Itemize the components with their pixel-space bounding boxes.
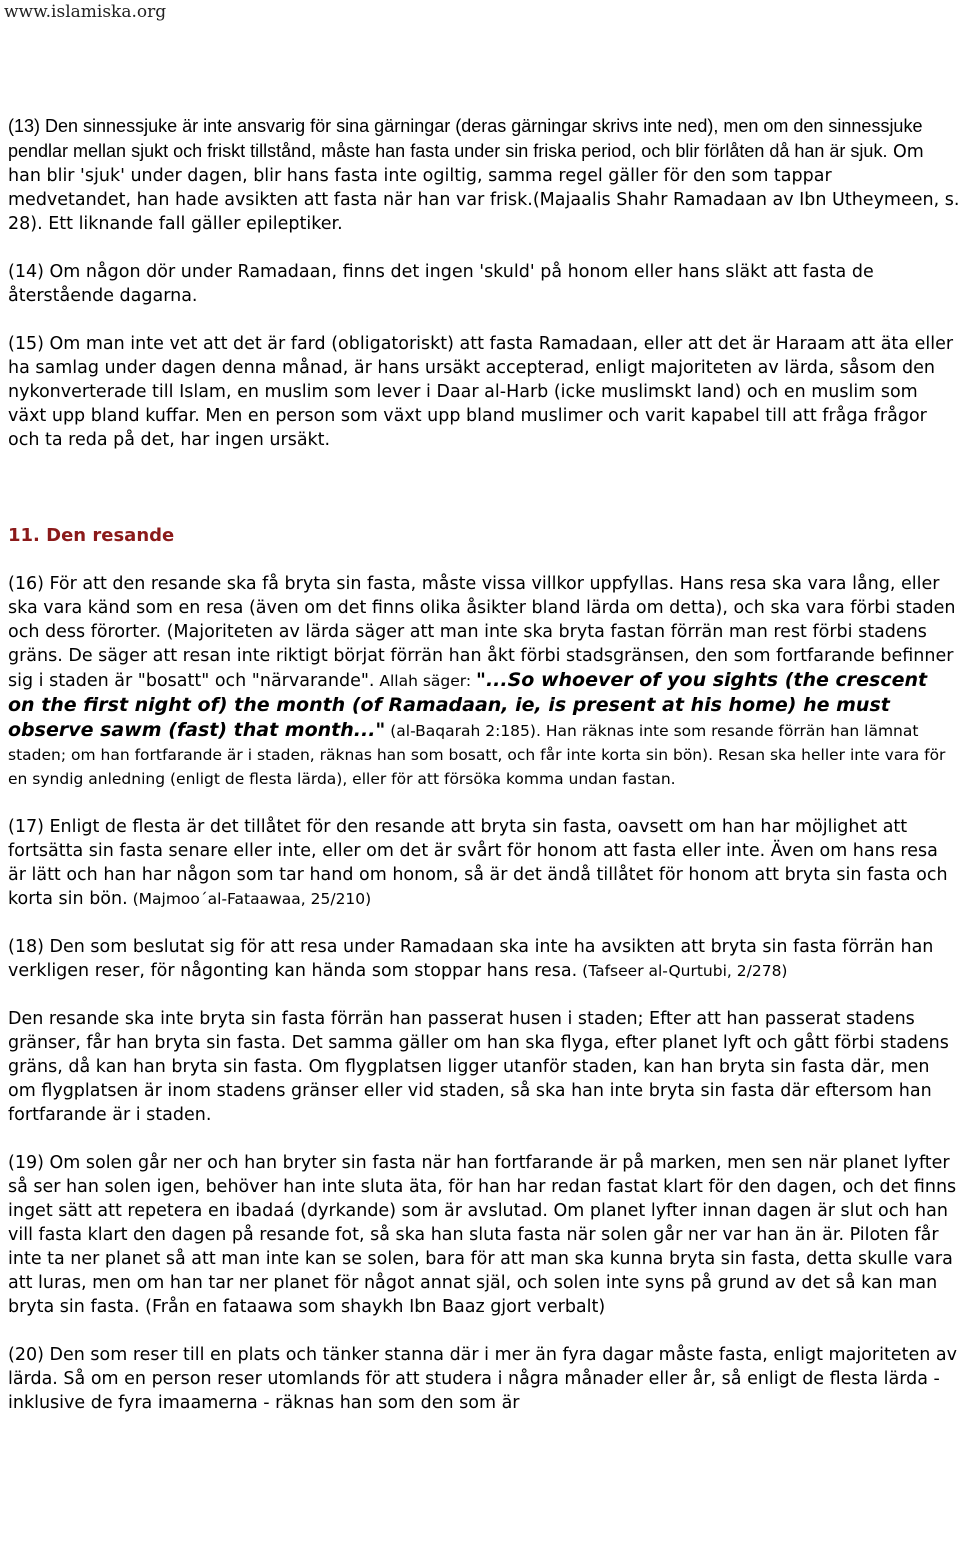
paragraph-16-part-h: Han räknas inte som resande förrän han lämnat staden; om han fortfarande är i staden, räknas han som bosatt, och får inte korta sin bön). Resan ska heller inte vara för en syndig anledning (enligt de flesta lärda), eller för att försöka komma undan fastan.	[8, 722, 946, 788]
quran-reference: (al-Baqarah 2:185).	[385, 722, 541, 740]
paragraph-18-continued: Den resande ska inte bryta sin fasta förrän han passerat husen i staden; Efter att han passerat stadens gränser, får han bryta sin fasta. Det samma gäller om han ska flyga, efter planet lyft och gått förbi stadens gräns, då kan han bryta sin fasta. Om flygplatsen ligger utanför staden, kan han bryta sin fasta där, men om flygplatsen är inom stadens gränser eller vid staden, så ska han inte bryta sin fasta där eftersom han fortfarande är i staden.	[8, 1009, 949, 1125]
paragraph-13	[8, 114, 960, 236]
paragraph-13-part-a: (13) Den sinnessjuke är inte ansvarig för sina gärningar (deras gärningar skrivs inte ned), men om den sinnessjuke pendlar mellan sjukt och friskt tillstånd, måste han fasta under sin friska period, och blir förlåten då han är sjuk.	[8, 116, 923, 161]
section-heading: 11. Den resande	[8, 525, 175, 546]
paragraph-15-part-a: (15) Om man inte vet att det är fard (obligatoriskt) att fasta Ramadaan, eller att det är Haraam att äta eller ha samlag under dagen denna månad, är hans ursäkt accepterad, enligt majoriteten av lärda, såsom den nykonverterade till Islam, en muslim som lever i Daar al-Harb (icke muslimskt land) och en muslim som växt upp bland kuffar.	[8, 334, 954, 426]
paragraph-17-part-a: (17) Enligt de flesta är det tillåtet för den resande att bryta sin fasta, oavsett om han har möjlighet att fortsätta sin fasta senare eller inte, eller om det är svårt för honom att fasta eller inte. Även om hans resa är lätt och han har någon som tar hand om honom, så är det ändå tillåtet för honom att bryta sin fasta och korta sin bön.	[8, 817, 948, 909]
allah-says-label: Allah säger:	[374, 672, 477, 690]
paragraph-15-part-b: Men en person som växt upp bland muslimer och varit kapabel till att fråga frågor och ta reda på det, har ingen ursäkt.	[8, 406, 927, 450]
paragraph-15	[8, 332, 960, 452]
paragraph-16-part-c: (Majoriteten av lärda säger att man inte ska bryta fastan förrän man rest förbi stadens gräns.	[8, 622, 927, 666]
paragraph-19: (19) Om solen går ner och han bryter sin fasta när han fortfarande är på marken, men sen när planet lyfter så ser han solen igen, behöver han inte sluta äta, för han har redan fastat klart för den dagen, och det finns inget sätt att repetera en ibadaá (dyrkande) som är avslutad. Om planet lyfter innan dagen är slut och han vill fasta klart den dagen på resande fot, så ska han sluta fasta när solen går ner var han än är. Piloten får inte ta ner planet så att man inte kan se solen, bara för att man ska kunna bryta sin fasta, detta skulle vara att luras, men om han tar ner planet för något annat själ, och solen inte syns på grund av det så kan man bryta sin fasta. (Från en fataawa som shaykh Ibn Baaz gjort verbalt)	[8, 1153, 957, 1317]
paragraph-16-part-a: (16) För att den resande ska få bryta sin fasta, måste vissa villkor uppfyllas.	[8, 574, 675, 594]
paragraph-17	[8, 815, 960, 911]
paragraph-14: (14) Om någon dör under Ramadaan, finns det ingen 'skuld' på honom eller hans släkt att fasta de återstående dagarna.	[8, 262, 874, 306]
paragraph-18-reference: (Tafseer al-Qurtubi, 2/278)	[577, 962, 788, 980]
paragraph-18	[8, 935, 960, 983]
quran-quote: "...So whoever of you sights (the crescent on the first night of) the month (of Ramadaan, ie, is present at his home) he must observe sawm (fast) that month..."	[8, 669, 928, 741]
paragraph-18-part-a: (18) Den som beslutat sig för att resa under Ramadaan ska inte ha avsikten att bryta sin fasta förrän han verkligen reser, för någonting kan hända som stoppar hans resa.	[8, 937, 934, 981]
paragraph-16	[8, 572, 960, 791]
paragraph-16-part-b: Hans resa ska vara lång, eller ska vara känd som en resa (även om det finns olika åsikter bland lärda om detta), och ska vara förbi staden och dess förorter.	[8, 574, 956, 642]
site-url: www.islamiska.org	[4, 2, 167, 22]
paragraph-16-part-d: De säger att resan inte riktigt börjat förrän han åkt förbi stadsgränsen, den som fortfarande befinner sig i staden är "bosatt" och "närvarande".	[8, 646, 954, 691]
paragraph-17-reference: (Majmoo´al-Fataawaa, 25/210)	[127, 890, 372, 908]
article-body	[8, 114, 960, 1439]
paragraph-13-part-b: Om han blir 'sjuk' under dagen, blir hans fasta inte ogiltig, samma regel gäller för den som tappar medvetandet, han hade avsikten att fasta när han var frisk.(Majaalis Shahr Ramadaan av Ibn Utheymeen, s. 28). Ett liknande fall gäller epileptiker.	[8, 142, 960, 234]
paragraph-20: (20) Den som reser till en plats och tänker stanna där i mer än fyra dagar måste fasta, enligt majoriteten av lärda. Så om en person reser utomlands för att studera i några månader eller år, så enligt de flesta lärda - inklusive de fyra imaamerna - räknas han som den som är	[8, 1345, 957, 1413]
